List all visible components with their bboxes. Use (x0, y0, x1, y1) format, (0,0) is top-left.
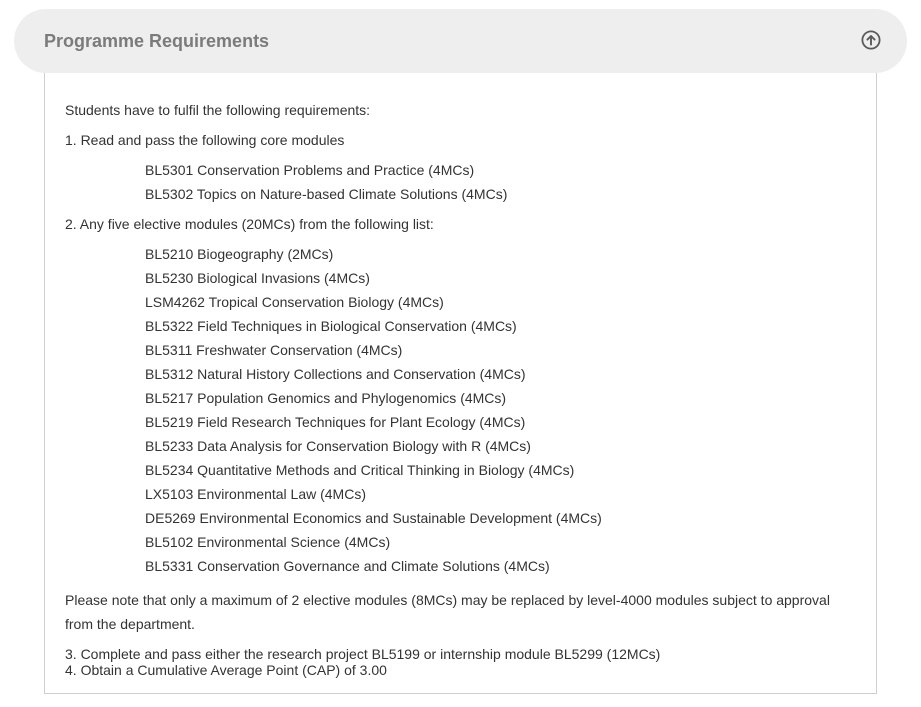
elective-module-item: BL5311 Freshwater Conservation (4MCs) (145, 342, 403, 358)
elective-module-item: BL5234 Quantitative Methods and Critical Thinking in Biology (4MCs) (145, 462, 575, 478)
elective-module-item: BL5233 Data Analysis for Conservation Biology with R (4MCs) (145, 438, 531, 454)
elective-module-item: BL5102 Environmental Science (4MCs) (145, 534, 391, 550)
collapse-toggle-button[interactable] (861, 30, 881, 50)
elective-module-item: BL5217 Population Genomics and Phylogenomics (4MCs) (145, 390, 507, 406)
elective-module-item: LX5103 Environmental Law (4MCs) (145, 486, 366, 502)
accordion-header[interactable] (14, 9, 907, 73)
elective-module-item: BL5219 Field Research Techniques for Plant Ecology (4MCs) (145, 414, 526, 430)
requirement-1-label: 1. Read and pass the following core modules (65, 132, 345, 148)
core-module-item: BL5301 Conservation Problems and Practice (4MCs) (145, 162, 475, 178)
requirement-2-label: 2. Any five elective modules (20MCs) from the following list: (65, 216, 434, 232)
elective-module-item: BL5331 Conservation Governance and Climate Solutions (4MCs) (145, 558, 550, 574)
elective-module-item: BL5230 Biological Invasions (4MCs) (145, 270, 370, 286)
accordion-panel (44, 60, 877, 694)
elective-module-item: BL5210 Biogeography (2MCs) (145, 246, 334, 262)
intro-text: Students have to fulfil the following requirements: (65, 102, 371, 118)
requirement-3-text: 3. Complete and pass either the research project BL5199 or internship module BL5299 (12MCs) (65, 646, 661, 662)
arrow-up-circle-icon (861, 30, 881, 50)
elective-module-item: LSM4262 Tropical Conservation Biology (4MCs) (145, 294, 444, 310)
elective-module-item: BL5312 Natural History Collections and Conservation (4MCs) (145, 366, 526, 382)
core-module-item: BL5302 Topics on Nature-based Climate Solutions (4MCs) (145, 186, 508, 202)
elective-replacement-note: Please note that only a maximum of 2 elective modules (8MCs) may be replaced by level-4000 modules subject to approval from the department. (65, 592, 830, 632)
accordion-title: Programme Requirements (44, 31, 270, 51)
requirement-4-text: 4. Obtain a Cumulative Average Point (CAP) of 3.00 (65, 662, 387, 678)
elective-module-item: DE5269 Environmental Economics and Sustainable Development (4MCs) (145, 510, 602, 526)
elective-module-item: BL5322 Field Techniques in Biological Conservation (4MCs) (145, 318, 517, 334)
